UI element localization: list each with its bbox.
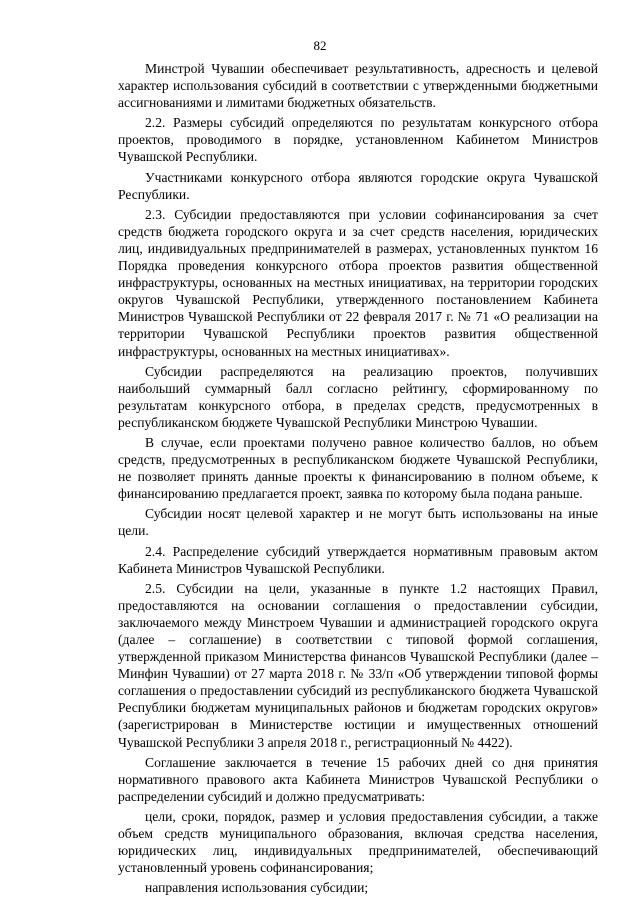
paragraph: Участниками конкурсного отбора являются городские округа Чувашской Республики. (118, 169, 598, 202)
paragraph: Соглашение заключается в течение 15 рабочих дней со дня принятия нормативного правового акта Кабинета Министров Чувашской Республики о распределении субсидий и должно предусматривать: (118, 754, 598, 804)
paragraph: 2.5. Субсидии на цели, указанные в пункте 1.2 настоящих Правил, предоставляются на основании соглашения о предоставлении субсидии, заключаемого между Минстроем Чувашии и администрацией городского округа (далее – соглашение) в соответствии с типовой формой соглашения, утвержденной приказом Министерства финансов Чувашской Республики (далее – Минфин Чувашии) от 27 марта 2018 г. № 33/п «Об утверждении типовой формы соглашения о предоставлении субсидий из республиканского бюджета Чувашской Республики бюджетам муниципальных районов и бюджетам городских округов» (зарегистрирован в Министерстве юстиции и имущественных отношений Чувашской Республики 3 апреля 2018 г., регистрационный № 4422). (118, 580, 598, 750)
page-number: 82 (313, 38, 327, 53)
paragraph: цели, сроки, порядок, размер и условия предоставления субсидии, а также объем средств муниципального образования, включая средства населения, юридических лиц, индивидуальных предпринимателей, обеспечивающий установленный уровень софинансирования; (118, 808, 598, 876)
paragraph: 2.3. Субсидии предоставляются при условии софинансирования за счет средств бюджета городского округа и за счет средств населения, юридических лиц, индивидуальных предпринимателей в размерах, установленных пунктом 16 Порядка проведения конкурсного отбора проектов развития общественной инфраструктуры, основанных на местных инициативах, на территории городских округов Чувашской Республики, утвержденного постановлением Кабинета Министров Чувашской Республики от 22 февраля 2017 г. № 71 «О реализации на территории Чувашской Республики проектов развития общественной инфраструктуры, основанных на местных инициативах». (118, 206, 598, 359)
paragraph: 2.2. Размеры субсидий определяются по результатам конкурсного отбора проектов, проводимого в порядке, установленном Кабинетом Министров Чувашской Республики. (118, 115, 598, 165)
paragraph: 2.4. Распределение субсидий утверждается нормативным правовым актом Кабинета Министров Чувашской Республики. (118, 543, 598, 576)
page-body (118, 60, 598, 899)
paragraph: В случае, если проектами получено равное количество баллов, но объем средств, предусмотренных в республиканском бюджете Чувашской Республики, не позволяет принять данные проекты к финансированию в полном объеме, к финансированию предлагается проект, заявка по которому была подана раньше. (118, 434, 598, 502)
paragraph: Субсидии носят целевой характер и не могут быть использованы на иные цели. (118, 506, 598, 539)
paragraph: Субсидии распределяются на реализацию проектов, получивших наибольший суммарный балл согласно рейтингу, сформированному по результатам конкурсного отбора, в пределах средств, предусмотренных в республиканском бюджете Чувашской Республики Минстрою Чувашии. (118, 363, 598, 430)
paragraph: направления использования субсидии; (145, 880, 369, 896)
paragraph: Минстрой Чувашии обеспечивает результативность, адресность и целевой характер использования субсидий в соответствии с утвержденными бюджетными ассигнованиями и лимитами бюджетных обязательств. (118, 61, 598, 111)
